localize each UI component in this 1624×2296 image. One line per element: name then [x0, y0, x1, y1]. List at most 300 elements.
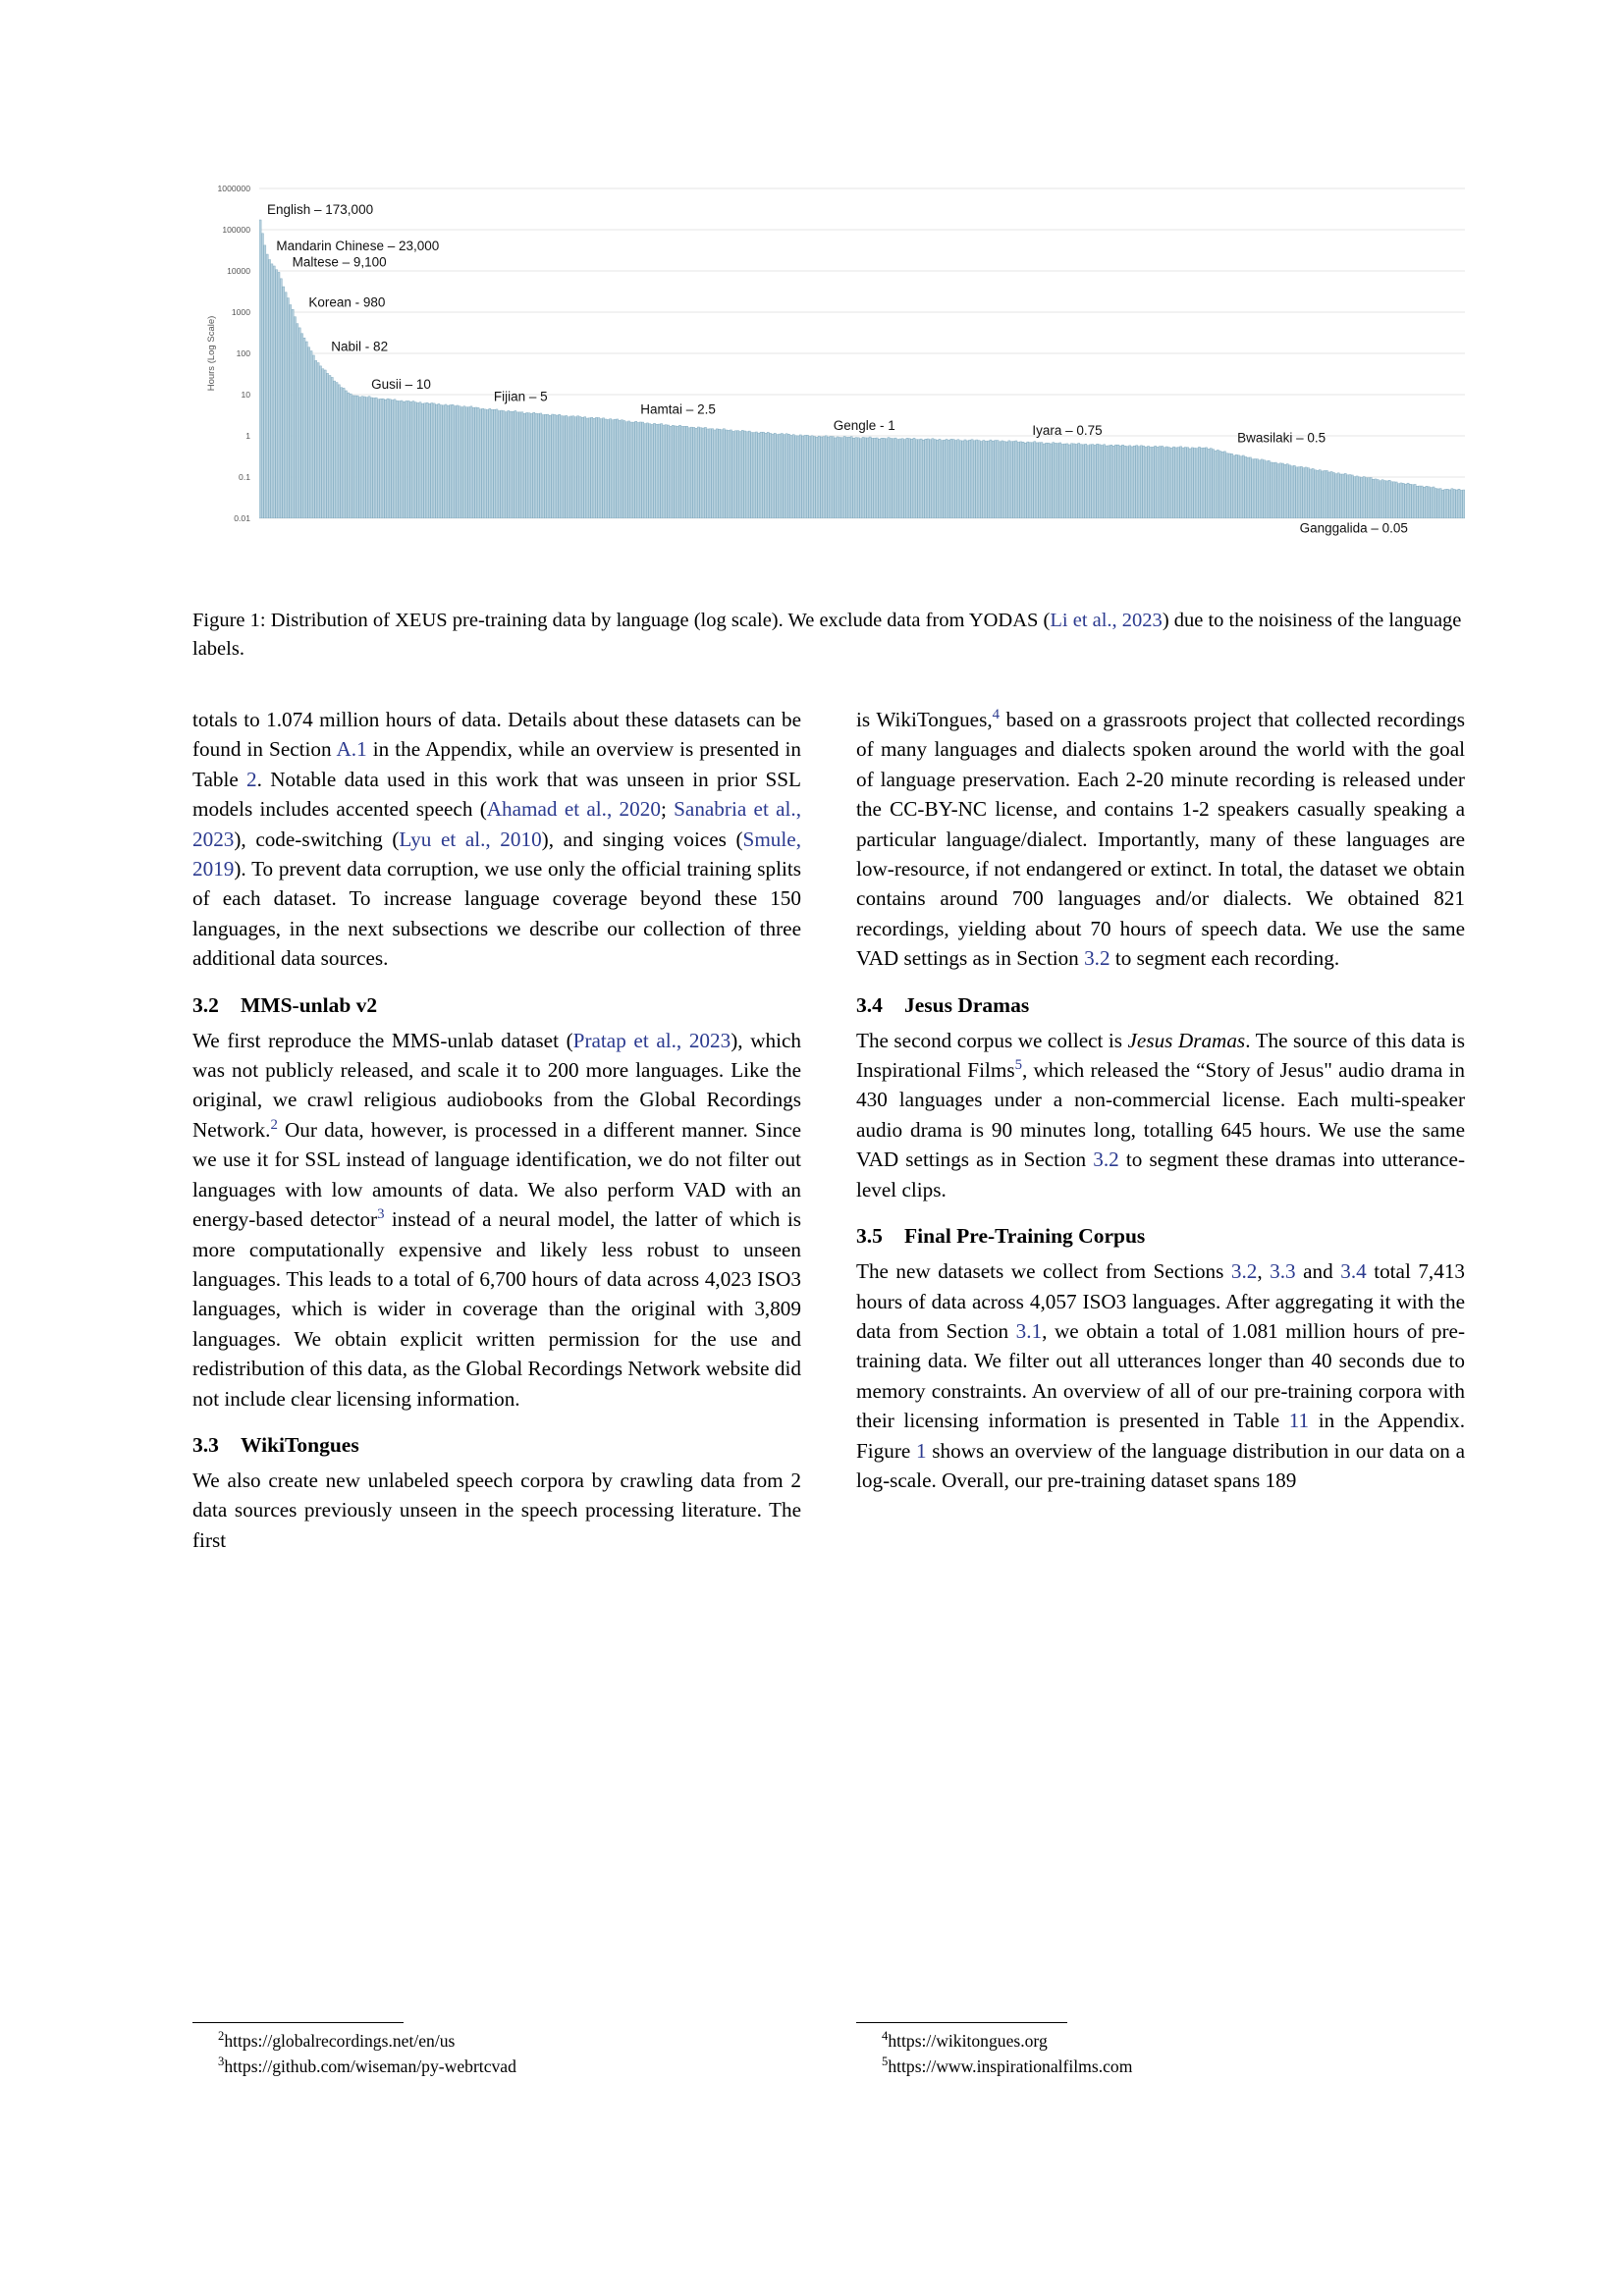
chart-bar [1215, 451, 1217, 518]
chart-bar [925, 439, 927, 518]
chart-bar [1368, 478, 1370, 518]
chart-bar [894, 438, 896, 518]
chart-annotation-label: Nabil - 82 [331, 339, 389, 354]
chart-bar [343, 388, 345, 518]
footnote-url[interactable]: https://www.inspirationalfilms.com [888, 2056, 1133, 2076]
chart-bar [918, 440, 920, 518]
chart-bar [577, 416, 579, 518]
chart-bar [1226, 454, 1228, 518]
chart-bar [1233, 455, 1235, 518]
chart-bar [1024, 443, 1026, 518]
chart-bar [675, 426, 677, 518]
section-number: 3.4 [856, 992, 883, 1017]
text-run: . Notable data used in this work that was unseen in prior SSL models includes accented speech ( [192, 767, 801, 822]
y-tick-label: 1 [245, 431, 250, 442]
chart-bar [566, 415, 568, 518]
chart-bar [832, 437, 834, 518]
chart-bar [1439, 489, 1441, 518]
chart-bar [285, 293, 287, 518]
chart-bar [1194, 448, 1196, 518]
chart-bar [463, 406, 465, 518]
chart-annotation-label: Gusii – 10 [371, 377, 431, 392]
chart-bar [860, 439, 862, 518]
chart-bar [389, 400, 391, 518]
section-ref-3-2[interactable]: 3.2 [1230, 1259, 1258, 1284]
chart-bar [908, 439, 910, 518]
chart-bar [1441, 490, 1443, 518]
chart-bar [1053, 443, 1055, 518]
chart-bar [542, 415, 544, 518]
section-ref-3-3[interactable]: 3.3 [1270, 1259, 1296, 1284]
chart-bar [1048, 443, 1050, 518]
chart-bar [644, 424, 646, 518]
chart-bar [630, 422, 632, 518]
chart-bar [748, 431, 750, 518]
chart-bar [886, 439, 888, 518]
chart-bar [1307, 468, 1309, 518]
chart-bar [929, 440, 931, 518]
text-run: shows an overview of the language distribution in our data on a log-scale. Overall, our pre-training dataset spans 189 [856, 1438, 1465, 1492]
chart-bar [809, 437, 811, 518]
chart-bar [1117, 445, 1119, 518]
chart-bar [268, 260, 270, 518]
chart-bar [450, 405, 452, 518]
chart-bar [893, 439, 894, 518]
chart-bar [678, 425, 680, 518]
chart-bar [1335, 474, 1337, 518]
section-ref-3-2[interactable]: 3.2 [1093, 1148, 1119, 1172]
footnote-5 [856, 2055, 1465, 2080]
chart-bar [414, 402, 416, 518]
chart-bar [1453, 489, 1455, 518]
footnote-4 [856, 2029, 1465, 2055]
chart-bar [753, 433, 755, 518]
chart-bar [746, 432, 748, 518]
chart-bar [1017, 442, 1019, 518]
chart-bar [1228, 454, 1230, 518]
figure-ref-1[interactable]: 1 [916, 1438, 927, 1463]
chart-bar [1281, 463, 1283, 518]
chart-bar [505, 412, 507, 518]
table-ref-11[interactable]: 11 [1288, 1409, 1310, 1433]
chart-bar [1219, 452, 1221, 518]
chart-bar [1393, 482, 1395, 518]
chart-bar [392, 400, 394, 518]
y-tick-label: 0.01 [234, 513, 250, 524]
citation-ahamad[interactable]: Ahamad et al., 2020 [486, 797, 661, 822]
chart-bar [1414, 484, 1416, 518]
chart-bar [491, 409, 493, 518]
chart-bar [1419, 486, 1421, 518]
chart-bar [721, 430, 723, 518]
chart-bar [600, 419, 602, 518]
chart-bar [670, 426, 672, 518]
chart-bar [1041, 443, 1043, 518]
section-ref-3-1[interactable]: 3.1 [1015, 1318, 1043, 1343]
text-run: , which released the “Story of Jesus" audio drama in 430 languages under a non-commercial license. Each multi-speaker audio drama is 90 minutes long, totalling 645 hours. We use the same VAD settings as in Section [856, 1058, 1465, 1172]
citation-lyu[interactable]: Lyu et al., 2010 [399, 827, 542, 851]
chart-bar [978, 441, 980, 518]
chart-bar [1254, 458, 1256, 518]
chart-bar [1196, 449, 1198, 518]
chart-bar [804, 435, 806, 518]
chart-bar [1157, 447, 1159, 518]
chart-bar [1458, 489, 1460, 518]
chart-bar [950, 439, 952, 518]
text-run: , we obtain a total of 1.081 million hours of pre-training data. We filter out all utterances longer than 40 seconds due to memory constraints. An overview of all of our pre-training corpora with their licensing information is presented in Table [856, 1318, 1465, 1433]
chart-bar [445, 404, 447, 518]
chart-bar [1356, 476, 1358, 518]
chart-bar [440, 405, 442, 518]
chart-bar [308, 347, 310, 518]
section-heading-3-2 [192, 990, 801, 1020]
chart-bar [661, 424, 663, 518]
chart-bar [435, 404, 437, 518]
chart-bar [1043, 444, 1045, 518]
chart-bar [1259, 460, 1261, 518]
footnote-marker-4[interactable]: 4 [992, 706, 1001, 722]
chart-bar [741, 430, 743, 518]
chart-bar [547, 414, 549, 518]
chart-bar [637, 422, 639, 518]
chart-bar [1256, 459, 1258, 518]
chart-bar [772, 434, 774, 518]
chart-bar [556, 415, 558, 518]
chart-bar [426, 402, 428, 518]
chart-bar [1412, 485, 1414, 518]
chart-bar [1460, 490, 1462, 518]
paragraph-intro-totals [192, 705, 801, 974]
chart-bar [496, 409, 498, 518]
chart-bar [1342, 474, 1344, 518]
chart-bar [588, 418, 590, 518]
chart-bar [1003, 442, 1005, 518]
chart-bar [259, 220, 261, 518]
chart-bar [336, 383, 338, 518]
chart-annotation-label: Bwasilaki – 0.5 [1237, 430, 1326, 446]
text-run: Our data, however, is processed in a different manner. Since we use it for SSL instead of language identification, we do not filter out languages with low amounts of data. We also perform VAD with an energy-based detector [192, 1117, 801, 1232]
chart-bar [1056, 444, 1058, 518]
chart-bar [811, 436, 813, 518]
chart-annotation-label: Iyara – 0.75 [1032, 423, 1103, 439]
text-run: is WikiTongues, [856, 708, 993, 731]
chart-bar [454, 406, 456, 518]
chart-bar [1159, 447, 1161, 518]
text-run: in the Appendix, while an overview is presented in Table [192, 737, 801, 791]
chart-bar [751, 433, 753, 518]
chart-bar [704, 427, 706, 518]
chart-bar [767, 432, 769, 518]
chart-bar [762, 432, 764, 518]
chart-bar [656, 424, 658, 518]
chart-bar [271, 264, 273, 518]
chart-bar [888, 438, 890, 518]
chart-bar [1386, 481, 1388, 518]
chart-bar [1349, 475, 1351, 518]
chart-bar [315, 360, 317, 518]
chart-bar [774, 433, 776, 518]
chart-bar [319, 366, 321, 518]
chart-bar [586, 418, 588, 518]
chart-bar [612, 420, 614, 518]
chart-bar [559, 414, 561, 518]
chart-bar [1168, 448, 1170, 518]
chart-bar [1315, 470, 1317, 518]
chart-bar [1326, 470, 1327, 518]
chart-bar [508, 410, 510, 518]
footnote-marker-5[interactable]: 5 [1014, 1057, 1022, 1073]
chart-bar [605, 419, 607, 518]
y-tick-label: 10 [241, 390, 250, 400]
chart-bar [431, 402, 433, 518]
chart-bar [572, 416, 574, 518]
chart-bar [627, 421, 629, 518]
footnote-2 [192, 2029, 801, 2055]
text-run: in the Appendix. Figure [856, 1409, 1465, 1463]
left-text-column [192, 705, 801, 1555]
chart-bar [1426, 486, 1428, 518]
footnote-url[interactable]: https://wikitongues.org [888, 2031, 1048, 2051]
chart-bar [1365, 478, 1367, 518]
chart-bar [1155, 446, 1157, 518]
chart-annotation-label: Gengle - 1 [833, 418, 895, 433]
chart-bar [619, 420, 621, 518]
chart-bar [985, 441, 987, 518]
chart-bar [1164, 448, 1165, 518]
chart-bar [1230, 454, 1232, 518]
chart-bar [845, 437, 847, 518]
chart-bar [294, 317, 296, 518]
chart-bar [716, 429, 718, 518]
chart-bar [261, 234, 263, 518]
text-run: total 7,413 hours of data across 4,057 ISO3 languages. After aggregating it with the data from Section [856, 1259, 1466, 1343]
chart-bar [730, 430, 731, 518]
chart-bar [399, 401, 401, 518]
chart-bar [394, 400, 396, 518]
chart-bar [1322, 471, 1324, 518]
caption-citation[interactable]: Li et al., 2023 [1050, 610, 1163, 631]
chart-bar [876, 438, 878, 518]
chart-bar [992, 441, 994, 518]
chart-bar [850, 437, 852, 518]
chart-bar [874, 438, 876, 518]
chart-bar [593, 418, 595, 518]
chart-bar [366, 398, 368, 518]
section-ref-3-4[interactable]: 3.4 [1340, 1259, 1367, 1284]
chart-bar [1147, 446, 1149, 518]
y-tick-label: 1000000 [217, 184, 250, 194]
chart-bar [479, 409, 481, 518]
chart-bar [1087, 446, 1089, 518]
section-ref-a1[interactable]: A.1 [336, 737, 367, 762]
chart-bar [841, 438, 843, 518]
chart-bar [881, 438, 883, 518]
chart-bar [1373, 479, 1375, 518]
chart-bar [797, 436, 799, 518]
paragraph-final-corpus [856, 1256, 1465, 1495]
chart-bar [465, 407, 467, 518]
chart-bar [1293, 465, 1295, 518]
chart-bar [1015, 441, 1017, 518]
chart-bar [516, 412, 518, 518]
section-title: Jesus Dramas [904, 992, 1030, 1017]
footnote-url[interactable]: https://github.com/wiseman/py-webrtcvad [224, 2056, 516, 2076]
chart-bar [331, 377, 333, 518]
chart-bar [1400, 483, 1402, 518]
caption-text-before: Figure 1: Distribution of XEUS pre-training data by language (log scale). We exclude data from YODAS ( [192, 610, 1051, 631]
chart-bar [799, 435, 801, 518]
chart-bar [1377, 480, 1379, 518]
table-ref-2[interactable]: 2 [246, 767, 257, 791]
chart-bar [1416, 486, 1418, 518]
chart-bar [350, 394, 352, 518]
chart-bar [755, 432, 757, 518]
chart-bar [1463, 490, 1465, 518]
chart-bar [403, 401, 405, 518]
chart-bar [396, 400, 398, 518]
chart-bar [806, 435, 808, 518]
chart-bar [969, 440, 971, 518]
chart-bar [1063, 444, 1065, 518]
chart-bar [1395, 482, 1397, 518]
chart-bar [995, 441, 997, 518]
chart-bar [407, 400, 409, 518]
chart-bar [695, 428, 697, 518]
citation-pratap[interactable]: Pratap et al., 2023 [572, 1028, 731, 1052]
chart-bar [354, 396, 356, 518]
chart-annotation-label: Korean - 980 [308, 294, 386, 310]
chart-bar [1061, 444, 1063, 518]
chart-bar [1099, 445, 1101, 518]
chart-bar [1344, 473, 1346, 518]
chart-bar [739, 432, 741, 518]
chart-bar [438, 403, 440, 518]
chart-bar [494, 409, 496, 518]
chart-bar [734, 431, 736, 518]
language-distribution-chart [192, 175, 1465, 567]
chart-bar [1092, 445, 1094, 518]
chart-bar [1433, 487, 1435, 518]
chart-bar [310, 351, 312, 518]
chart-bar [1240, 456, 1242, 518]
chart-bar [825, 436, 827, 518]
text-run: instead of a neural model, the latter of which is more computationally expensive and likely less robust to unseen languages. This leads to a total of 6,700 hours of data across 4,023 ISO3 languages, which is wider in coverage than the original with 3,809 languages. We obtain explicit written permission for the use and redistribution of this data, as the Global Recordings Network website did not include clear licensing information. [192, 1207, 801, 1411]
chart-annotation-label: Fijian – 5 [493, 389, 548, 404]
chart-bar [1268, 460, 1270, 518]
footnote-marker-2[interactable]: 2 [270, 1116, 278, 1133]
text-run: ), which was not publicly released, and scale it to 200 more languages. Like the original, we crawl religious audiobooks from the Global Recordings Network. [192, 1028, 801, 1142]
section-number: 3.5 [856, 1224, 883, 1249]
chart-bar [1388, 480, 1390, 518]
chart-bar [475, 407, 477, 518]
chart-bar [544, 414, 546, 518]
chart-bar [790, 435, 792, 518]
chart-bar [581, 417, 583, 518]
chart-bar [561, 416, 563, 518]
chart-bar [1108, 446, 1110, 518]
chart-bar [278, 272, 280, 518]
chart-bar [686, 426, 688, 518]
chart-bar [1274, 462, 1276, 518]
chart-bar [380, 399, 382, 518]
section-ref-3-2[interactable]: 3.2 [1084, 946, 1110, 971]
footnote-marker-3[interactable]: 3 [377, 1206, 385, 1223]
chart-bar [939, 439, 941, 518]
chart-bar [857, 438, 859, 518]
left-footnotes [192, 2022, 801, 2079]
chart-bar [1191, 448, 1193, 518]
chart-bar [385, 400, 387, 518]
chart-bar [563, 416, 565, 518]
chart-bar [574, 417, 576, 518]
chart-bar [1055, 443, 1056, 518]
chart-bar [554, 414, 556, 518]
chart-bar [1131, 447, 1133, 518]
chart-bar [853, 438, 855, 518]
chart-bar [614, 419, 616, 518]
section-title: MMS-unlab v2 [241, 992, 378, 1017]
chart-bar [802, 436, 804, 518]
chart-bar [595, 417, 597, 518]
chart-bar [709, 429, 711, 518]
chart-svg [192, 175, 1465, 567]
chart-bar [1444, 490, 1446, 518]
chart-bar [1261, 459, 1263, 518]
chart-bar [460, 407, 462, 518]
chart-bar [966, 441, 968, 518]
chart-bar [781, 434, 783, 518]
chart-bar [370, 398, 372, 518]
chart-bar [1223, 452, 1225, 518]
chart-bar [375, 398, 377, 518]
corpus-name-italic: Jesus Dramas [1127, 1028, 1246, 1052]
chart-bar [412, 401, 414, 518]
chart-annotation-label: Hamtai – 2.5 [640, 401, 716, 417]
chart-bar [1206, 448, 1208, 518]
footnote-url[interactable]: https://globalrecordings.net/en/us [224, 2031, 456, 2051]
chart-bar [528, 413, 530, 518]
chart-bar [707, 429, 709, 518]
chart-bar [317, 363, 319, 518]
chart-bar [677, 426, 678, 518]
chart-bar [625, 422, 627, 518]
chart-bar [785, 434, 787, 518]
text-run: . The source of this data is Inspirational Films [856, 1028, 1465, 1083]
chart-bar [1140, 446, 1142, 518]
chart-bar [1165, 447, 1167, 518]
chart-bar [639, 422, 641, 518]
chart-bar [1129, 446, 1131, 518]
chart-bar [820, 437, 822, 518]
chart-bar [1189, 449, 1191, 518]
chart-bar [1145, 447, 1147, 518]
chart-bar [1363, 477, 1365, 518]
chart-bar [617, 419, 619, 518]
chart-bar [830, 437, 832, 519]
chart-bar [1310, 469, 1312, 518]
chart-bar [1456, 490, 1458, 518]
chart-bar [428, 403, 430, 518]
citation-sanabria[interactable]: Sanabria et al., 2023 [192, 797, 801, 851]
chart-bar [843, 437, 845, 518]
citation-smule[interactable]: Smule, 2019 [192, 827, 801, 881]
chart-bar [1370, 478, 1372, 518]
chart-bar [1182, 448, 1184, 518]
chart-bar [635, 421, 637, 518]
footnote-rule [856, 2022, 1067, 2023]
chart-bar [1187, 448, 1189, 518]
chart-bar [983, 441, 985, 519]
